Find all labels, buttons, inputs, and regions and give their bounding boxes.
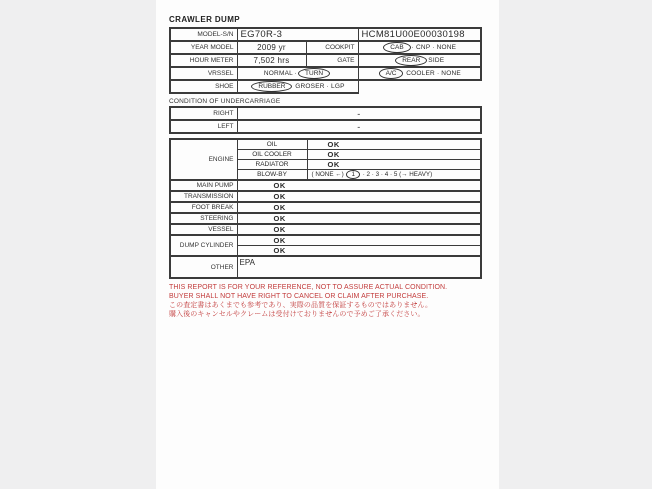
cockpit-options <box>358 41 481 54</box>
blowby-scale <box>307 170 481 181</box>
foot-break-label: FOOT BREAK <box>170 202 237 213</box>
model-value: EG70R-3 <box>237 28 358 41</box>
spec-row-vessel <box>170 67 481 80</box>
undercarriage-row-right <box>170 107 481 120</box>
vessel-label: VRSSEL <box>170 67 237 80</box>
inspection-table <box>169 138 482 279</box>
row-transmission <box>170 191 481 202</box>
spec-row-hour <box>170 54 481 67</box>
vessel-options <box>237 67 358 80</box>
undercarriage-row-left <box>170 120 481 133</box>
model-label: MODEL-S/N <box>170 28 237 41</box>
gate-options <box>358 54 481 67</box>
row-dump-cylinder-1 <box>170 235 481 246</box>
ac-selected-ellipse: A/C <box>379 68 404 79</box>
gate-other-options: SIDE <box>428 57 445 64</box>
row-steering <box>170 213 481 224</box>
vessel-row-value: OK <box>237 224 481 235</box>
vessel-row-label: VESSEL <box>170 224 237 235</box>
undercarriage-header: CONDITION OF UNDERCARRIAGE <box>169 98 281 105</box>
spec-row-shoe <box>170 80 481 93</box>
engine-radiator-label: RADIATOR <box>237 160 307 170</box>
row-foot-break <box>170 202 481 213</box>
spec-row-year <box>170 41 481 54</box>
year-value: 2009 yr <box>237 41 306 54</box>
serial-value: HCM81U00E00030198 <box>358 28 481 41</box>
right-value: - <box>237 107 481 120</box>
report-content <box>169 0 483 319</box>
spec-table <box>169 27 482 94</box>
other-label: OTHER <box>170 256 237 278</box>
row-main-pump <box>170 180 481 191</box>
engine-oil-cooler-value: OK <box>307 150 481 160</box>
other-value: EPA <box>237 256 481 278</box>
left-label: LEFT <box>170 120 237 133</box>
vessel-selected-ellipse: TURN <box>298 68 330 79</box>
engine-oil-value: OK <box>307 139 481 150</box>
vessel-normal-option: NORMAL · <box>263 70 298 77</box>
blowby-label: BLOW-BY <box>237 170 307 181</box>
blowby-none-end: ( NONE ←) <box>311 171 344 178</box>
hour-meter-value: 7,502 hrs <box>237 54 306 67</box>
report-page <box>156 0 499 489</box>
dump-cylinder-value-2: OK <box>237 246 481 257</box>
gate-label: GATE <box>306 54 358 67</box>
disclaimer-jp-line2: 購入後のキャンセルやクレームは受付けておりませんので予めご了承ください。 <box>169 311 425 318</box>
dump-cylinder-label: DUMP CYLINDER <box>170 235 237 256</box>
steering-label: STEERING <box>170 213 237 224</box>
dump-cylinder-value-1: OK <box>237 235 481 246</box>
transmission-label: TRANSMISSION <box>170 191 237 202</box>
undercarriage-table <box>169 106 482 134</box>
main-pump-value: OK <box>237 180 481 191</box>
cockpit-other-options: · CNP · NONE <box>411 44 457 51</box>
engine-oil-cooler-label: OIL COOLER <box>237 150 307 160</box>
cockpit-selected-ellipse: CAB <box>383 42 410 53</box>
row-other <box>170 256 481 278</box>
year-label: YEAR MODEL <box>170 41 237 54</box>
transmission-value: OK <box>237 191 481 202</box>
engine-label: ENGINE <box>170 139 237 180</box>
shoe-selected-ellipse: RUBBER <box>251 81 292 92</box>
page-title: CRAWLER DUMP <box>169 15 241 24</box>
right-label: RIGHT <box>170 107 237 120</box>
disclaimer-en-line2: BUYER SHALL NOT HAVE RIGHT TO CANCEL OR CLAIM AFTER PURCHASE. <box>169 293 429 300</box>
ac-other-options: COOLER · NONE <box>406 70 461 77</box>
engine-radiator-value: OK <box>307 160 481 170</box>
cockpit-label: COOKPIT <box>306 41 358 54</box>
shoe-label: SHOE <box>170 80 237 93</box>
spec-row-model <box>170 28 481 41</box>
foot-break-value: OK <box>237 202 481 213</box>
disclaimer-jp-line1: この査定書はあくまでも参考であり、実際の品質を保証するものではありません。 <box>169 302 433 309</box>
engine-row-oil <box>170 139 481 150</box>
disclaimer-block <box>169 283 483 319</box>
blowby-selected-ellipse: 1 <box>346 170 360 179</box>
engine-oil-label: OIL <box>237 139 307 150</box>
blowby-heavy-end: · 2 · 3 · 4 · 5 (→ HEAVY) <box>362 171 433 178</box>
shoe-other-options: GROSER · LGP <box>295 83 345 90</box>
spec-table-empty-area <box>358 80 481 93</box>
main-pump-label: MAIN PUMP <box>170 180 237 191</box>
ac-options <box>358 67 481 80</box>
left-value: - <box>237 120 481 133</box>
steering-value: OK <box>237 213 481 224</box>
disclaimer-en-line1: THIS REPORT IS FOR YOUR REFERENCE, NOT TO ASSURE ACTUAL CONDITION. <box>169 284 448 291</box>
row-vessel <box>170 224 481 235</box>
shoe-options <box>237 80 358 93</box>
hour-meter-label: HOUR METER <box>170 54 237 67</box>
gate-selected-ellipse: REAR <box>395 55 427 66</box>
